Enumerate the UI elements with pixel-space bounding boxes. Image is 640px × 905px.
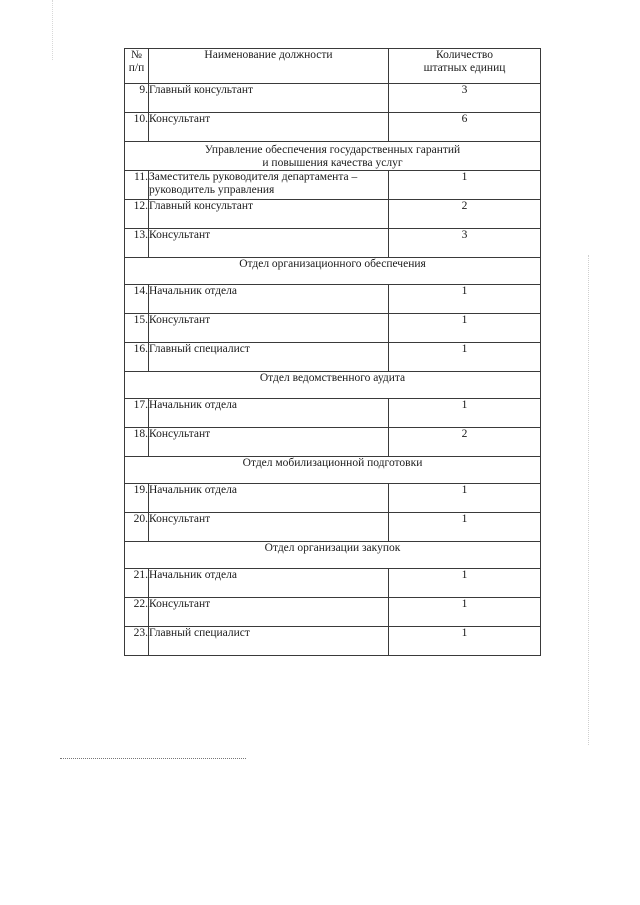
position-name: Консультант: [149, 113, 389, 142]
row-number: 9.: [125, 84, 149, 113]
position-name: Консультант: [149, 229, 389, 258]
staff-count: 2: [389, 200, 541, 229]
section-title: Отдел организационного обеспечения: [125, 258, 541, 285]
section-title: Отдел мобилизационной подготовки: [125, 457, 541, 484]
position-name: Консультант: [149, 513, 389, 542]
staff-count: 3: [389, 84, 541, 113]
row-number: 19.: [125, 484, 149, 513]
table-row: [125, 113, 541, 142]
row-number: 10.: [125, 113, 149, 142]
row-number: 15.: [125, 314, 149, 343]
section-row: [125, 258, 541, 285]
footnote-separator: [60, 758, 246, 759]
row-number: 13.: [125, 229, 149, 258]
table-row: [125, 285, 541, 314]
position-name: Заместитель руководителя департамента – руководитель управления: [149, 171, 389, 200]
staff-count: 1: [389, 513, 541, 542]
staff-count: 1: [389, 627, 541, 656]
position-name: Начальник отдела: [149, 399, 389, 428]
staff-count: 1: [389, 171, 541, 200]
row-number: 16.: [125, 343, 149, 372]
position-name: Главный консультант: [149, 84, 389, 113]
row-number: 22.: [125, 598, 149, 627]
row-number: 20.: [125, 513, 149, 542]
row-number: 23.: [125, 627, 149, 656]
staff-count: 6: [389, 113, 541, 142]
scan-artifact-left: [52, 0, 53, 60]
row-number: 21.: [125, 569, 149, 598]
section-title: Отдел организации закупок: [125, 542, 541, 569]
section-row: [125, 542, 541, 569]
row-number: 18.: [125, 428, 149, 457]
table-row: [125, 84, 541, 113]
staff-count: 1: [389, 484, 541, 513]
header-number: № п/п: [125, 49, 149, 84]
position-name: Начальник отдела: [149, 484, 389, 513]
table-row: [125, 627, 541, 656]
section-title: Управление обеспечения государственных гарантий и повышения качества услуг: [125, 142, 541, 171]
row-number: 12.: [125, 200, 149, 229]
staff-count: 2: [389, 428, 541, 457]
section-row: [125, 457, 541, 484]
table-row: [125, 399, 541, 428]
table-row: [125, 513, 541, 542]
table-row: [125, 314, 541, 343]
staff-count: 1: [389, 399, 541, 428]
table-row: [125, 171, 541, 200]
row-number: 14.: [125, 285, 149, 314]
position-name: Главный специалист: [149, 343, 389, 372]
position-name: Консультант: [149, 428, 389, 457]
position-name: Начальник отдела: [149, 569, 389, 598]
staff-count: 3: [389, 229, 541, 258]
row-number: 11.: [125, 171, 149, 200]
position-name: Главный специалист: [149, 627, 389, 656]
table-row: [125, 343, 541, 372]
staff-count: 1: [389, 598, 541, 627]
table-row: [125, 229, 541, 258]
position-name: Начальник отдела: [149, 285, 389, 314]
table-header-row: [125, 49, 541, 84]
staff-count: 1: [389, 343, 541, 372]
staff-count: 1: [389, 285, 541, 314]
position-name: Главный консультант: [149, 200, 389, 229]
section-title: Отдел ведомственного аудита: [125, 372, 541, 399]
table-row: [125, 598, 541, 627]
staffing-table: [124, 48, 541, 656]
table-row: [125, 200, 541, 229]
position-name: Консультант: [149, 598, 389, 627]
position-name: Консультант: [149, 314, 389, 343]
table-row: [125, 484, 541, 513]
scan-artifact-right: [588, 255, 589, 745]
row-number: 17.: [125, 399, 149, 428]
header-position-name: Наименование должности: [149, 49, 389, 84]
table-row: [125, 569, 541, 598]
staff-count: 1: [389, 569, 541, 598]
header-quantity: Количество штатных единиц: [389, 49, 541, 84]
staff-count: 1: [389, 314, 541, 343]
section-row: [125, 142, 541, 171]
section-row: [125, 372, 541, 399]
table-row: [125, 428, 541, 457]
